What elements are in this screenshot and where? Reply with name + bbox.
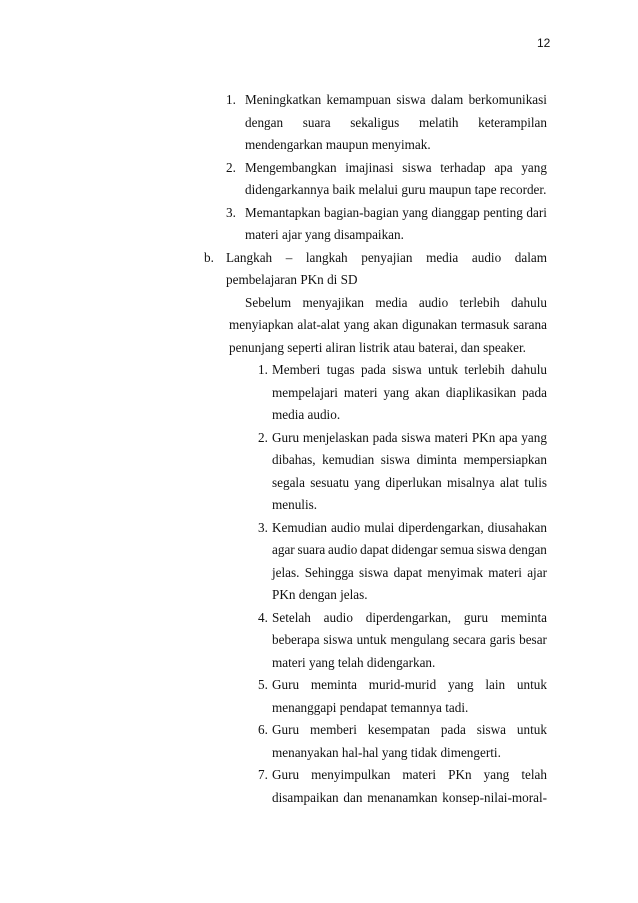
step-line — [272, 539, 547, 562]
section-label: b. — [204, 249, 214, 265]
word: untuk — [516, 722, 547, 737]
word: Langkah — [226, 249, 273, 265]
word: sarana — [513, 317, 547, 332]
word: materi — [402, 767, 437, 782]
word: diusahakan — [487, 519, 547, 535]
step-line: media audio. — [272, 407, 341, 422]
word: alat — [499, 474, 519, 490]
word: suara — [302, 114, 331, 130]
word: Meningkatkan — [245, 92, 322, 107]
step-number: 7. — [258, 767, 268, 782]
word: dianggap — [431, 204, 480, 220]
section-heading-line: pembelajaran PKn di SD — [226, 272, 358, 287]
word: pada — [360, 362, 386, 377]
word: siswa — [476, 542, 507, 557]
word: Guru — [272, 722, 300, 737]
word: misalnya — [447, 474, 495, 490]
word: siswa — [402, 159, 432, 175]
word: siswa — [476, 722, 507, 737]
word: siswa — [392, 362, 422, 377]
word: diperdengarkan, — [398, 519, 484, 535]
word: siswa — [396, 92, 426, 107]
word: dalam — [514, 249, 547, 265]
word: audio — [330, 519, 361, 535]
list-item-line: materi ajar yang disampaikan. — [245, 227, 404, 242]
word: pada — [372, 429, 398, 445]
list-item-line: didengarkannya baik melalui guru maupun tape recorder. — [245, 182, 547, 197]
step-line — [272, 427, 547, 450]
word: keterampilan — [478, 114, 547, 130]
paragraph-line: penunjang seperti aliran listrik atau baterai, dan speaker. — [229, 339, 526, 355]
word: diperdengarkan, — [365, 609, 452, 625]
step-line — [272, 382, 547, 405]
word: Memantapkan — [245, 204, 321, 220]
step-number: 3. — [258, 519, 268, 535]
word: akan — [373, 317, 399, 332]
word: akan — [415, 384, 440, 400]
word: apa — [494, 159, 513, 175]
word: Memberi — [272, 362, 321, 377]
word: dapat — [360, 542, 389, 557]
word: terhadap — [440, 159, 486, 175]
step-line: materi yang telah didengarkan. — [272, 654, 436, 670]
word: audio — [328, 542, 358, 557]
word: Setelah — [272, 609, 311, 625]
step-line — [272, 562, 547, 585]
step-line — [272, 719, 547, 742]
word: yang — [483, 767, 510, 782]
word: materi — [434, 429, 469, 445]
word: pada — [522, 384, 547, 400]
word: penting — [483, 204, 523, 220]
word: tugas — [326, 362, 355, 377]
word: beberapa — [272, 632, 320, 647]
step-line: menanyakan hal-hal yang tidak dimengerti. — [272, 744, 501, 760]
word: ajar — [527, 564, 547, 580]
word: yang — [383, 384, 410, 400]
word: yang — [521, 429, 547, 445]
word: mempersiapkan — [463, 452, 547, 467]
word: media — [426, 249, 459, 265]
word: – — [285, 249, 293, 265]
word: siswa — [380, 452, 411, 467]
word: konsep-nilai-moral- — [442, 789, 547, 805]
word: PKn — [471, 429, 496, 445]
word: meminta — [310, 677, 358, 692]
word: kesempatan — [367, 722, 431, 737]
word: diaplikasikan — [445, 384, 517, 400]
step-line: PKn dengan jelas. — [272, 587, 368, 602]
list-item-line: mendengarkan maupun menyimak. — [245, 137, 431, 152]
word: materi — [343, 384, 378, 400]
word: garis — [489, 632, 516, 647]
word: dapat — [393, 564, 423, 580]
word: Guru — [272, 677, 300, 692]
word: audio — [471, 249, 502, 265]
word: agar — [272, 542, 295, 557]
word: sesuatu — [310, 474, 350, 490]
word: untuk — [516, 677, 547, 692]
word: semua — [440, 542, 474, 557]
word: penyajian — [361, 249, 413, 265]
word: termasuk — [461, 317, 510, 332]
step-line — [272, 629, 547, 652]
word: dibahas, — [272, 452, 316, 467]
word: pada — [440, 722, 466, 737]
word: siswa — [401, 429, 431, 445]
word: Sehingga — [304, 564, 354, 580]
word: untuk — [427, 362, 459, 377]
word: untuk — [356, 632, 387, 647]
word: melatih — [418, 114, 459, 130]
word: dan — [343, 789, 363, 805]
word: dengan — [508, 542, 547, 557]
word: secara — [452, 632, 486, 647]
step-line — [272, 472, 547, 495]
step-line — [272, 449, 547, 472]
word: menyajikan — [302, 294, 364, 310]
word: segala — [272, 474, 305, 490]
paragraph-line — [229, 314, 547, 337]
list-item-number: 1. — [226, 92, 236, 107]
word: mulai — [364, 519, 395, 535]
step-line: menanggapi pendapat temannya tadi. — [272, 699, 469, 715]
word: berkomunikasi — [468, 92, 547, 107]
word: digunakan — [402, 317, 458, 332]
word: yang — [354, 474, 381, 490]
word: jelas. — [272, 564, 300, 580]
word: yang — [343, 317, 370, 332]
paragraph-line — [245, 292, 547, 315]
word: dengan — [245, 114, 284, 130]
word: menyimpulkan — [311, 767, 391, 782]
word: imajinasi — [345, 159, 394, 175]
word: materi — [488, 564, 522, 580]
word: murid-murid — [368, 677, 437, 692]
word: guru — [463, 609, 489, 625]
word: dari — [526, 204, 547, 220]
list-item-line — [245, 89, 547, 112]
word: mengulang — [390, 632, 450, 647]
word: dahulu — [511, 362, 547, 377]
list-item-number: 2. — [226, 159, 236, 175]
word: bagian-bagian — [323, 204, 399, 220]
word: kemampuan — [326, 92, 391, 107]
word: sekaligus — [350, 114, 400, 130]
word: alat-alat — [297, 317, 340, 332]
word: menanamkan — [367, 789, 438, 805]
list-item-line — [245, 202, 547, 225]
step-line — [272, 674, 547, 697]
word: siswa — [359, 564, 389, 580]
word: yang — [447, 677, 474, 692]
word: media — [375, 294, 408, 310]
word: menjelaskan — [302, 429, 369, 445]
word: audio — [418, 294, 449, 310]
word: tulis — [524, 474, 547, 490]
step-line — [272, 787, 547, 810]
word: meminta — [500, 609, 547, 625]
word: Guru — [272, 429, 300, 445]
step-line: menulis. — [272, 497, 318, 512]
step-number: 5. — [258, 677, 268, 692]
step-line — [272, 359, 547, 382]
word: didengar — [391, 542, 438, 557]
word: menyimak — [427, 564, 484, 580]
word: kemudian — [322, 452, 375, 467]
word: disampaikan — [272, 789, 339, 805]
word: Guru — [272, 767, 300, 782]
word: dalam — [430, 92, 464, 107]
word: yang — [402, 204, 428, 220]
word: menyiapkan — [229, 317, 294, 332]
word: besar — [519, 632, 547, 647]
word: apa — [499, 429, 518, 445]
step-line — [272, 764, 547, 787]
word: Kemudian — [272, 519, 327, 535]
step-line — [272, 607, 547, 630]
word: Mengembangkan — [245, 159, 337, 175]
step-number: 1. — [258, 362, 268, 377]
word: mempelajari — [272, 384, 338, 400]
word: suara — [297, 542, 326, 557]
word: memberi — [310, 722, 357, 737]
word: audio — [323, 609, 353, 625]
list-item-line — [245, 157, 547, 180]
page-number: 12 — [537, 36, 551, 50]
word: siswa — [323, 632, 353, 647]
word: telah — [521, 767, 547, 782]
word: terlebih — [459, 294, 500, 310]
word: dahulu — [511, 294, 547, 310]
word: diminta — [416, 452, 457, 467]
list-item-number: 3. — [226, 204, 236, 220]
step-line — [272, 517, 547, 540]
section-heading-line — [226, 247, 547, 270]
word: langkah — [305, 249, 348, 265]
list-item-line — [245, 112, 547, 135]
step-number: 2. — [258, 429, 268, 445]
word: yang — [521, 159, 547, 175]
step-number: 6. — [258, 722, 268, 737]
word: terlebih — [464, 362, 505, 377]
word: lain — [485, 677, 506, 692]
word: PKn — [448, 767, 472, 782]
word: diperlukan — [385, 474, 442, 490]
word: Sebelum — [245, 294, 292, 310]
step-number: 4. — [258, 609, 268, 625]
